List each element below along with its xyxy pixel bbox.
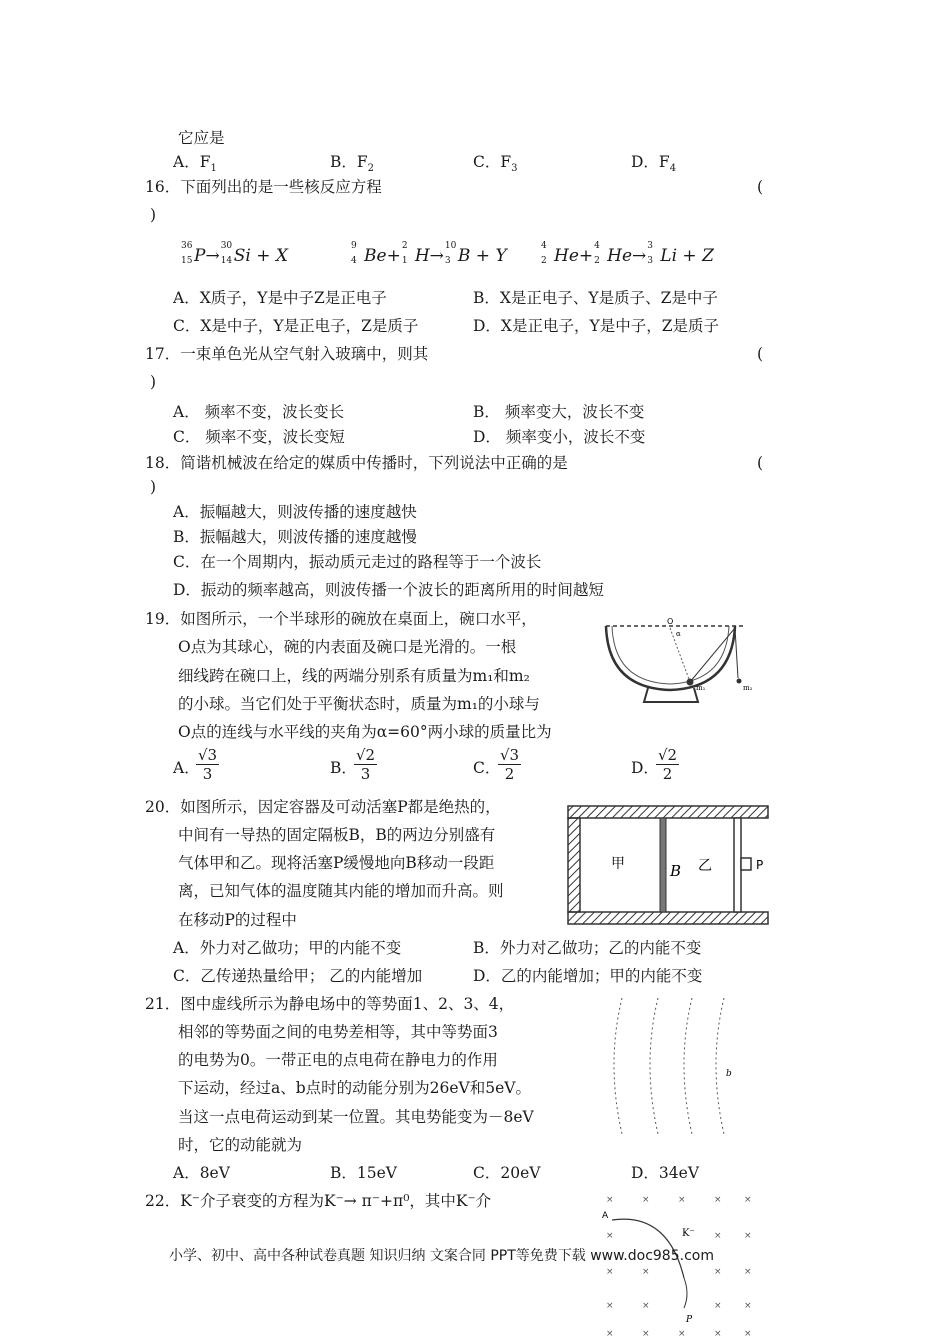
q18-option-c: C．在一个周期内，振动质元走过的路程等于一个波长 — [173, 553, 542, 571]
q15-option-d: D．$F_4$ — [631, 153, 677, 175]
svg-text:P: P — [686, 1315, 693, 1325]
svg-text:B: B — [670, 862, 682, 880]
q19-option-b-fraction: $\frac{√2}{3}$ — [356, 746, 376, 783]
q21-line-5: 当这一点电荷运动到某一位置。其电势能变为－8eV — [178, 1108, 534, 1126]
q17-option-d: D． 频率变小，波长不变 — [473, 428, 646, 446]
q19-option-c-label: C． — [473, 759, 501, 777]
svg-text:b: b — [726, 1069, 732, 1079]
q21-line-6: 时，它的动能就为 — [178, 1136, 303, 1154]
q19-option-d-label: D． — [631, 759, 659, 777]
svg-text:×: × — [744, 1231, 752, 1241]
q19-bowl-figure — [598, 618, 758, 713]
q16-option-d: D．X是正电子，Y是中子，Z是质子 — [473, 317, 719, 335]
svg-text:m₂: m₂ — [743, 684, 753, 692]
q20-container-figure — [566, 804, 771, 926]
q22-magnetic-field-figure — [598, 1190, 758, 1340]
q15-tail: 它应是 — [178, 129, 225, 147]
q20-line-3: 气体甲和乙。现将活塞P缓慢地向B移动一段距 — [178, 854, 495, 872]
svg-text:α: α — [676, 630, 681, 638]
q19-option-a-label: A． — [173, 759, 200, 777]
q18-option-d: D．振动的频率越高，则波传播一个波长的距离所用的时间越短 — [173, 581, 604, 599]
q19-line-5: O点的连线与水平线的夹角为α=60°两小球的质量比为 — [178, 723, 552, 741]
q15-option-c: C．$F_3$ — [473, 153, 518, 175]
svg-text:×: × — [714, 1231, 722, 1241]
q19-line-4: 的小球。当它们处于平衡状态时，质量为m₁的小球与 — [178, 695, 540, 713]
q21-option-c: C．20eV — [473, 1164, 541, 1182]
q21-equipotential-figure — [600, 994, 750, 1144]
q16-option-b: B．X是正电子、Y是质子、Z是中子 — [473, 289, 718, 307]
q18-option-b: B．振幅越大，则波传播的速度越慢 — [173, 528, 417, 546]
q18-paren-open: ( — [757, 454, 764, 472]
q17-option-c: C． 频率不变，波长变短 — [173, 428, 345, 446]
q19-option-a-fraction: $\frac{√3}{3}$ — [198, 746, 218, 783]
q20-option-a: A．外力对乙做功；甲的内能不变 — [173, 939, 402, 957]
svg-text:×: × — [744, 1301, 752, 1311]
svg-text:×: × — [642, 1329, 650, 1339]
q16-equation-2: 9 4 Be+ 2 1 H→ 10 3 B + Y — [351, 241, 507, 266]
svg-text:×: × — [606, 1231, 614, 1241]
svg-text:乙: 乙 — [698, 858, 712, 874]
q17-paren-open: ( — [757, 345, 764, 363]
svg-text:×: × — [744, 1267, 752, 1277]
svg-text:×: × — [744, 1329, 752, 1339]
q20-line-4: 离，已知气体的温度随其内能的增加而升高。则 — [178, 882, 504, 900]
q20-option-c: C．乙传递热量给甲； 乙的内能增加 — [173, 967, 423, 985]
svg-text:m₁: m₁ — [696, 684, 706, 692]
q19-option-d-fraction: $\frac{√2}{2}$ — [658, 746, 678, 783]
svg-text:×: × — [642, 1301, 650, 1311]
footer-banner: 小学、初中、高中各种试卷真题 知识归纳 文案合同 PPT等免费下载 www.doc985.com — [169, 1248, 714, 1264]
q18-option-a: A．振幅越大，则波传播的速度越快 — [173, 503, 417, 521]
q21-option-b: B．15eV — [330, 1164, 397, 1182]
q21-line-3: 的电势为0。一带正电的点电荷在静电力的作用 — [178, 1051, 498, 1069]
q16-option-a: A．X质子，Y是中子Z是正电子 — [173, 289, 387, 307]
q20-line-1: 20．如图所示，因定容器及可动活塞P都是绝热的， — [145, 798, 501, 816]
q19-line-2: O点为其球心，碗的内表面及碗口是光滑的。一根 — [178, 638, 517, 656]
q19-line-3: 细线跨在碗口上，线的两端分别系有质量为m₁和m₂ — [178, 667, 530, 685]
q17-option-a: A． 频率不变，波长变长 — [173, 403, 345, 421]
q19-line-1: 19．如图所示，一个半球形的碗放在桌面上，碗口水平， — [145, 610, 537, 628]
q16-equation-3: 4 2 He+ 4 2 He→ 3 3 Li + Z — [541, 241, 714, 266]
q16-stem: 16．下面列出的是一些核反应方程 — [145, 178, 382, 196]
q22-stem: 22．K⁻介子衰变的方程为K⁻→ π⁻+π⁰，其中K⁻介 — [145, 1192, 492, 1210]
svg-text:O: O — [667, 618, 674, 626]
q19-option-c-fraction: $\frac{√3}{2}$ — [500, 746, 520, 783]
q16-equation-1: 36 15 P→ 30 14 Si + X — [181, 241, 288, 266]
svg-text:K⁻: K⁻ — [682, 1228, 695, 1239]
q21-line-4: 下运动，经过a、b点时的动能分别为26eV和5eV。 — [178, 1079, 531, 1097]
svg-text:×: × — [744, 1195, 752, 1205]
svg-text:×: × — [642, 1195, 650, 1205]
svg-text:×: × — [606, 1195, 614, 1205]
q21-line-2: 相邻的等势面之间的电势差相等，其中等势面3 — [178, 1023, 498, 1041]
svg-text:×: × — [714, 1195, 722, 1205]
q15-option-b: B．$F_2$ — [330, 153, 375, 175]
q16-option-c: C．X是中子，Y是正电子，Z是质子 — [173, 317, 419, 335]
q20-option-d: D．乙的内能增加；甲的内能不变 — [473, 967, 703, 985]
q16-paren-close: ) — [150, 206, 157, 224]
svg-text:甲: 甲 — [611, 856, 625, 872]
q21-option-a: A．8eV — [173, 1164, 230, 1182]
q18-stem: 18．简谐机械波在给定的媒质中传播时，下列说法中正确的是 — [145, 454, 568, 472]
svg-text:×: × — [678, 1195, 686, 1205]
svg-text:×: × — [606, 1329, 614, 1339]
svg-text:×: × — [714, 1301, 722, 1311]
svg-text:P: P — [756, 858, 764, 872]
q21-line-1: 21．图中虚线所示为静电场中的等势面1、2、3、4， — [145, 995, 515, 1013]
q18-paren-close: ) — [150, 478, 157, 496]
q17-stem: 17．一束单色光从空气射入玻璃中，则其 — [145, 345, 429, 363]
q15-option-a: A．$F_1$ — [173, 153, 217, 175]
q19-option-b-label: B． — [330, 759, 357, 777]
svg-text:×: × — [606, 1301, 614, 1311]
q16-paren-open: ( — [757, 178, 764, 196]
svg-text:×: × — [714, 1329, 722, 1339]
svg-text:×: × — [678, 1329, 686, 1339]
svg-text:×: × — [714, 1267, 722, 1277]
svg-text:×: × — [606, 1267, 614, 1277]
q17-option-b: B． 频率变大，波长不变 — [473, 403, 645, 421]
svg-text:A: A — [602, 1211, 609, 1221]
q20-option-b: B．外力对乙做功；乙的内能不变 — [473, 939, 702, 957]
q20-line-5: 在移动P的过程中 — [178, 911, 297, 929]
svg-text:×: × — [642, 1267, 650, 1277]
q20-line-2: 中间有一导热的固定隔板B，B的两边分别盛有 — [178, 826, 496, 844]
q21-option-d: D．34eV — [631, 1164, 700, 1182]
q17-paren-close: ) — [150, 373, 157, 391]
